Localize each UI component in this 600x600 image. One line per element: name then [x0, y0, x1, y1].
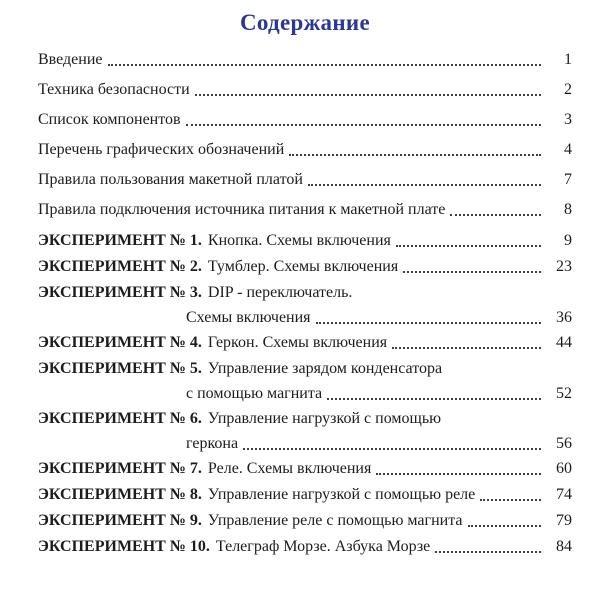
toc-entry: [38, 75, 572, 105]
toc-entry-prefix: ЭКСПЕРИМЕНТ № 7.: [38, 460, 202, 477]
dot-leader: [445, 195, 548, 225]
toc-entry-prefix: ЭКСПЕРИМЕНТ № 9.: [38, 512, 202, 529]
toc-entry-experiment: [38, 228, 572, 254]
toc-entry-page: 79: [556, 512, 572, 529]
toc-entry-page: 44: [556, 334, 572, 351]
dot-leader: [322, 382, 548, 406]
toc-entry-page: 4: [564, 141, 572, 158]
toc-entry-page: 52: [556, 385, 572, 402]
dot-leader: [371, 456, 548, 482]
toc-entry-prefix: ЭКСПЕРИМЕНТ № 10.: [38, 538, 210, 555]
toc-entry-page: 7: [564, 171, 572, 188]
dot-leader: [398, 254, 548, 280]
toc-entry-prefix: ЭКСПЕРИМЕНТ № 2.: [38, 258, 202, 275]
toc-entry-continuation: [38, 382, 572, 406]
toc-entry-label: Правила подключения источника питания к макетной плате: [38, 201, 446, 218]
dot-leader: [181, 105, 548, 135]
toc-entry: [38, 105, 572, 135]
dot-leader: [311, 306, 548, 330]
toc-entry-label: Тумблер. Схемы включения: [207, 258, 399, 275]
toc-entry-experiment: [38, 534, 572, 560]
dot-leader: [284, 135, 548, 165]
dot-leader: [430, 534, 548, 560]
toc-entry-prefix: ЭКСПЕРИМЕНТ № 4.: [38, 334, 202, 351]
toc-entry-label: Управление нагрузкой с помощью: [207, 410, 442, 427]
toc-entry-continuation: [38, 306, 572, 330]
toc-entry-prefix: ЭКСПЕРИМЕНТ № 8.: [38, 486, 202, 503]
toc-entry-page: 23: [556, 258, 572, 275]
toc-entry-label: Управление зарядом конденсатора: [207, 360, 443, 377]
toc-entry-experiment: [38, 456, 572, 482]
toc-entry-experiment: [38, 280, 572, 306]
dot-leader: [190, 75, 548, 105]
toc-entry-page: 74: [556, 486, 572, 503]
toc-entry-label: Перечень графических обозначений: [38, 141, 285, 158]
toc-entry-prefix: ЭКСПЕРИМЕНТ № 1.: [38, 232, 202, 249]
toc-entry-experiment: [38, 482, 572, 508]
toc-entry-experiment: [38, 508, 572, 534]
toc-entry-page: 56: [556, 435, 572, 452]
dot-leader: [387, 330, 548, 356]
dot-leader: [463, 508, 549, 534]
toc-entry-label: Управление реле с помощью магнита: [207, 512, 463, 529]
toc-entry-page: 3: [564, 111, 572, 128]
toc-entry-label: Кнопка. Схемы включения: [207, 232, 391, 249]
toc-entry: [38, 195, 572, 225]
toc-entry-label: Схемы включения: [186, 309, 311, 326]
page-title: Содержание: [240, 10, 370, 35]
toc-entry-label: с помощью магнита: [186, 385, 323, 402]
toc-entry-page: 60: [556, 460, 572, 477]
toc-entry-label: DIP - переключатель.: [207, 284, 353, 301]
toc-entry-label: Геркон. Схемы включения: [207, 334, 388, 351]
toc-entry: [38, 45, 572, 75]
toc-entry-label: Телеграф Морзе. Азбука Морзе: [215, 538, 431, 555]
toc-entry-experiment: [38, 356, 572, 382]
toc-entry-label: Управление нагрузкой с помощью реле: [207, 486, 476, 503]
toc-entry-page: 9: [564, 232, 572, 249]
dot-leader: [391, 228, 548, 254]
toc-entry-continuation: [38, 432, 572, 456]
toc-entry: [38, 135, 572, 165]
toc-entry-label: Введение: [38, 51, 103, 68]
toc-entry: [38, 165, 572, 195]
toc-entry-experiment: [38, 406, 572, 432]
toc-entry-prefix: ЭКСПЕРИМЕНТ № 6.: [38, 410, 202, 427]
dot-leader: [103, 45, 549, 75]
toc-entry-label: Техника безопасности: [38, 81, 190, 98]
toc-entry-label: геркона: [186, 435, 239, 452]
toc-entry-experiment: [38, 254, 572, 280]
toc-entry-prefix: ЭКСПЕРИМЕНТ № 5.: [38, 360, 202, 377]
dot-leader: [475, 482, 548, 508]
toc-entry-label: Реле. Схемы включения: [207, 460, 372, 477]
toc-entry-label: Список компонентов: [38, 111, 181, 128]
toc-entry-page: 36: [556, 309, 572, 326]
toc-entry-page: 8: [564, 201, 572, 218]
toc-entry-page: 2: [564, 81, 572, 98]
toc-entry-experiment: [38, 330, 572, 356]
toc-entry-label: Правила пользования макетной платой: [38, 171, 303, 188]
dot-leader: [303, 165, 548, 195]
toc-entry-prefix: ЭКСПЕРИМЕНТ № 3.: [38, 284, 202, 301]
toc-entry-page: 1: [564, 51, 572, 68]
toc-entry-page: 84: [556, 538, 572, 555]
dot-leader: [238, 432, 548, 456]
